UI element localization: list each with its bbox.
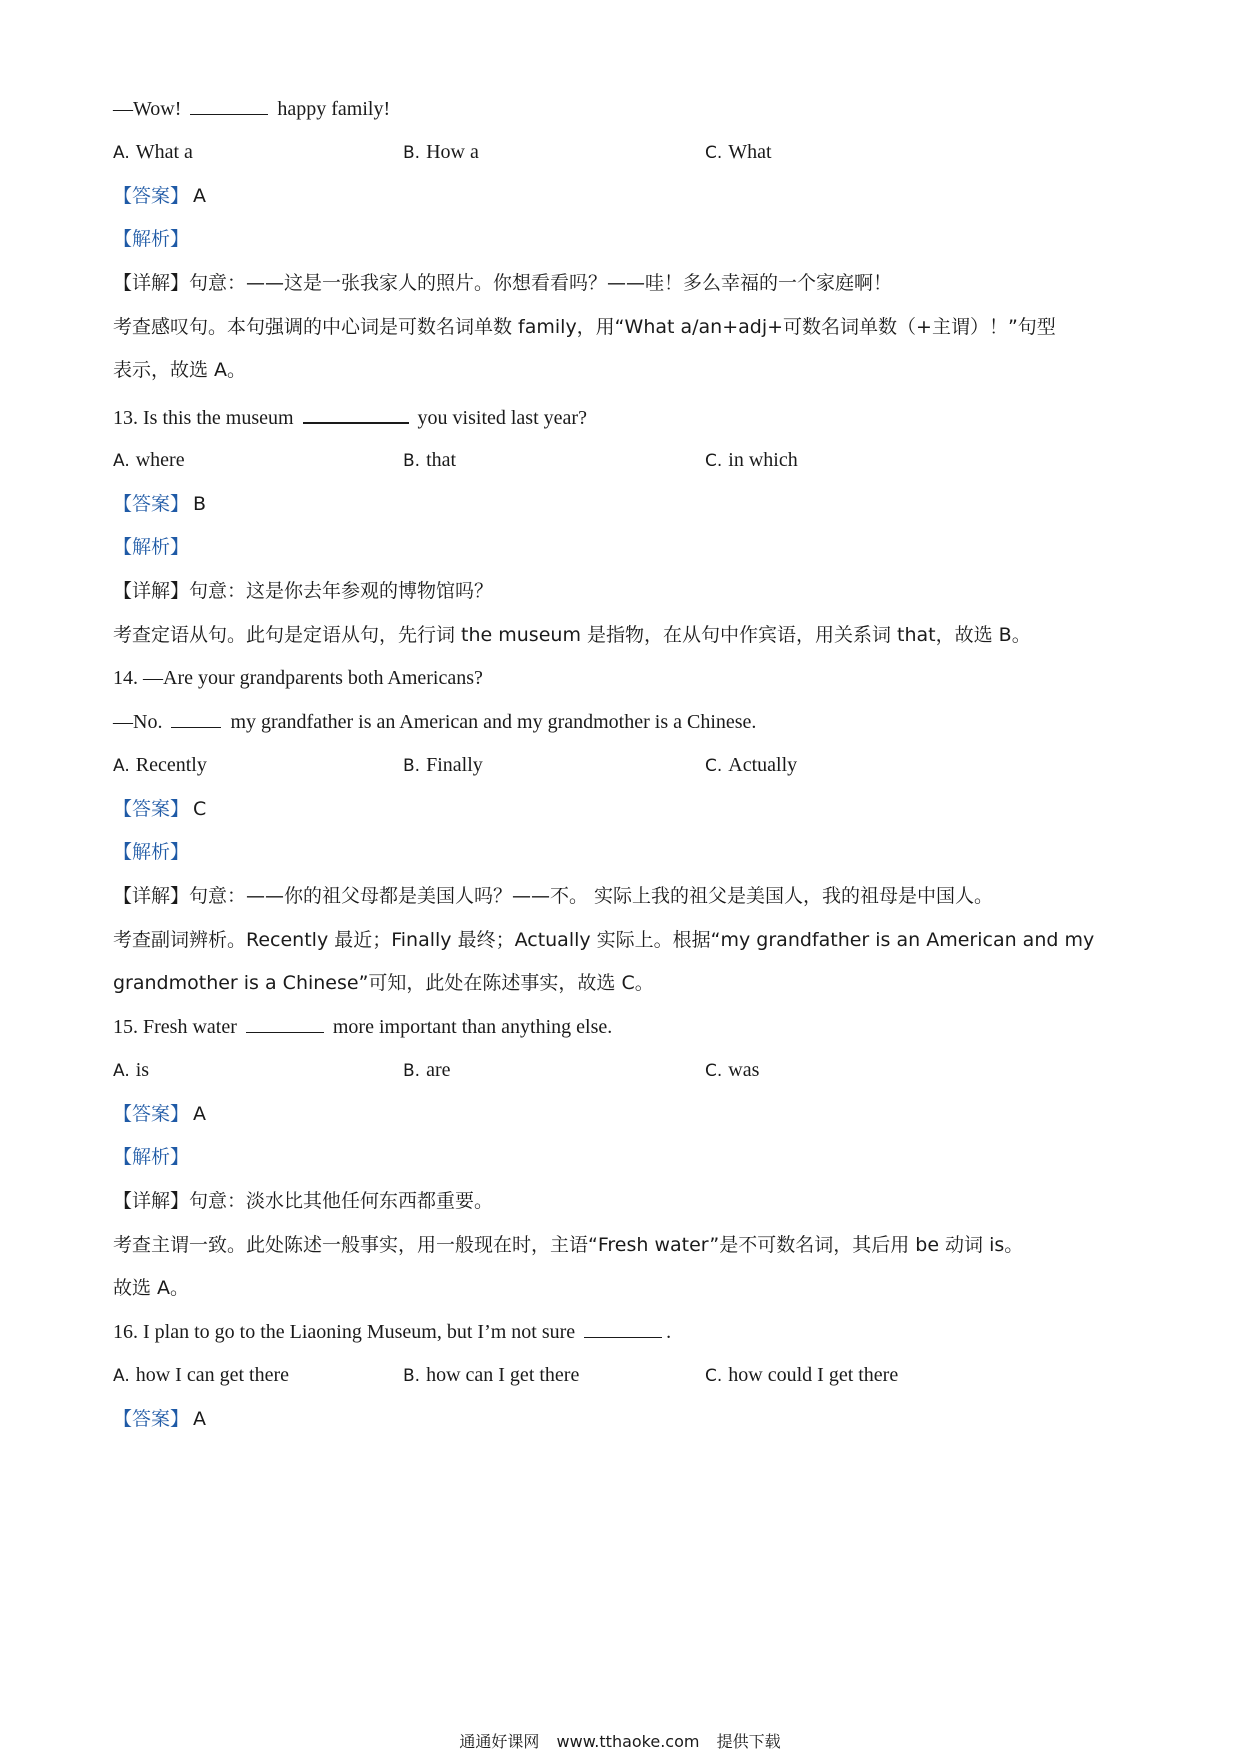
- q15-option-b: B. are: [403, 1059, 451, 1081]
- q14-detail-2: 考查副词辨析。Recently 最近；Finally 最终；Actually 实际上。根据“my grandfather is an American and my: [113, 929, 1095, 951]
- answer-tag: 【答案】: [113, 1408, 190, 1430]
- q14-analysis-heading: 【解析】: [113, 841, 190, 863]
- q15-detail-1: 【详解】句意：淡水比其他任何东西都重要。: [113, 1190, 494, 1212]
- q14-answer: [113, 796, 206, 822]
- q12-detail-1: 【详解】句意：——这是一张我家人的照片。你想看看吗？——哇！多么幸福的一个家庭啊！: [113, 272, 893, 294]
- q12-detail-3: 表示，故选 A。: [113, 359, 247, 381]
- answer-tag: 【答案】: [113, 493, 190, 515]
- answer-value: A: [193, 1103, 207, 1125]
- q15-detail-2: 考查主谓一致。此处陈述一般事实，用一般现在时，主语“Fresh water”是不可数名词，其后用 be 动词 is。: [113, 1234, 1024, 1256]
- q13-answer: [113, 491, 206, 517]
- q16-option-b: B. how can I get there: [403, 1364, 580, 1386]
- q13-stem: 13. Is this the museum you visited last year?: [113, 404, 587, 431]
- q12-answer: [113, 183, 206, 209]
- q14-dialog-line: —No. my grandfather is an American and my grandmother is a Chinese.: [113, 711, 757, 733]
- footer-url[interactable]: www.tthaoke.com: [556, 1732, 700, 1751]
- q14-blank: [171, 709, 221, 728]
- detail-tag: 【详解】: [113, 580, 190, 602]
- answer-tag: 【答案】: [113, 798, 190, 820]
- q16-answer: [113, 1406, 206, 1432]
- page-footer: [0, 1729, 1240, 1752]
- q13-option-b: B. that: [403, 449, 457, 471]
- answer-value: C: [193, 798, 207, 820]
- q15-blank: [246, 1014, 324, 1033]
- detail-tag: 【详解】: [113, 272, 190, 294]
- detail-tag: 【详解】: [113, 885, 190, 907]
- answer-tag: 【答案】: [113, 1103, 190, 1125]
- q12-option-b: B. How a: [403, 141, 479, 163]
- footer-site-name: 通通好课网: [459, 1732, 540, 1751]
- q12-analysis-heading: 【解析】: [113, 228, 190, 250]
- q15-detail-3: 故选 A。: [113, 1277, 190, 1299]
- footer-note: 提供下载: [716, 1732, 781, 1751]
- q14-detail-1: 【详解】句意：——你的祖父母都是美国人吗？——不。 实际上我的祖父是美国人，我的祖母是中国人。: [113, 885, 994, 907]
- q13-blank: [303, 404, 409, 424]
- q13-detail-2: 考查定语从句。此句是定语从句，先行词 the museum 是指物，在从句中作宾语，用关系词 that，故选 B。: [113, 624, 1031, 646]
- q14-option-a: A. Recently: [113, 754, 207, 776]
- q14-option-b: B. Finally: [403, 754, 483, 776]
- q12-option-a: A. What a: [113, 141, 193, 163]
- answer-value: A: [193, 185, 207, 207]
- q16-option-a: A. how I can get there: [113, 1364, 289, 1386]
- q13-option-a: A. where: [113, 449, 185, 471]
- q15-option-c: C. was: [705, 1059, 760, 1081]
- answer-tag: 【答案】: [113, 185, 190, 207]
- q13-analysis-heading: 【解析】: [113, 536, 190, 558]
- detail-tag: 【详解】: [113, 1190, 190, 1212]
- q16-option-c: C. how could I get there: [705, 1364, 899, 1386]
- q12-blank: [190, 96, 268, 115]
- q15-analysis-heading: 【解析】: [113, 1146, 190, 1168]
- q14-stem: 14. —Are your grandparents both Americans?: [113, 667, 483, 689]
- q15-stem: 15. Fresh water more important than anything else.: [113, 1016, 613, 1038]
- answer-value: A: [193, 1408, 207, 1430]
- q16-stem: 16. I plan to go to the Liaoning Museum, but I’m not sure .: [113, 1321, 672, 1343]
- answer-value: B: [193, 493, 207, 515]
- q12-line-suffix: happy family!: [277, 98, 391, 120]
- q15-answer: [113, 1101, 206, 1127]
- q15-option-a: A. is: [113, 1059, 150, 1081]
- q12-line-prefix: —Wow!: [113, 98, 182, 120]
- q12-detail-2: 考查感叹句。本句强调的中心词是可数名词单数 family，用“What a/an+adj+可数名词单数（+主谓）！”句型: [113, 316, 1056, 338]
- q14-option-c: C. Actually: [705, 754, 798, 776]
- q12-option-c: C. What: [705, 141, 772, 163]
- q16-blank: [584, 1319, 662, 1338]
- q13-detail-1: 【详解】句意：这是你去年参观的博物馆吗？: [113, 580, 494, 602]
- q13-option-c: C. in which: [705, 449, 798, 471]
- q14-detail-3: grandmother is a Chinese”可知，此处在陈述事实，故选 C。: [113, 972, 654, 994]
- q12-dialog-line: [113, 96, 390, 122]
